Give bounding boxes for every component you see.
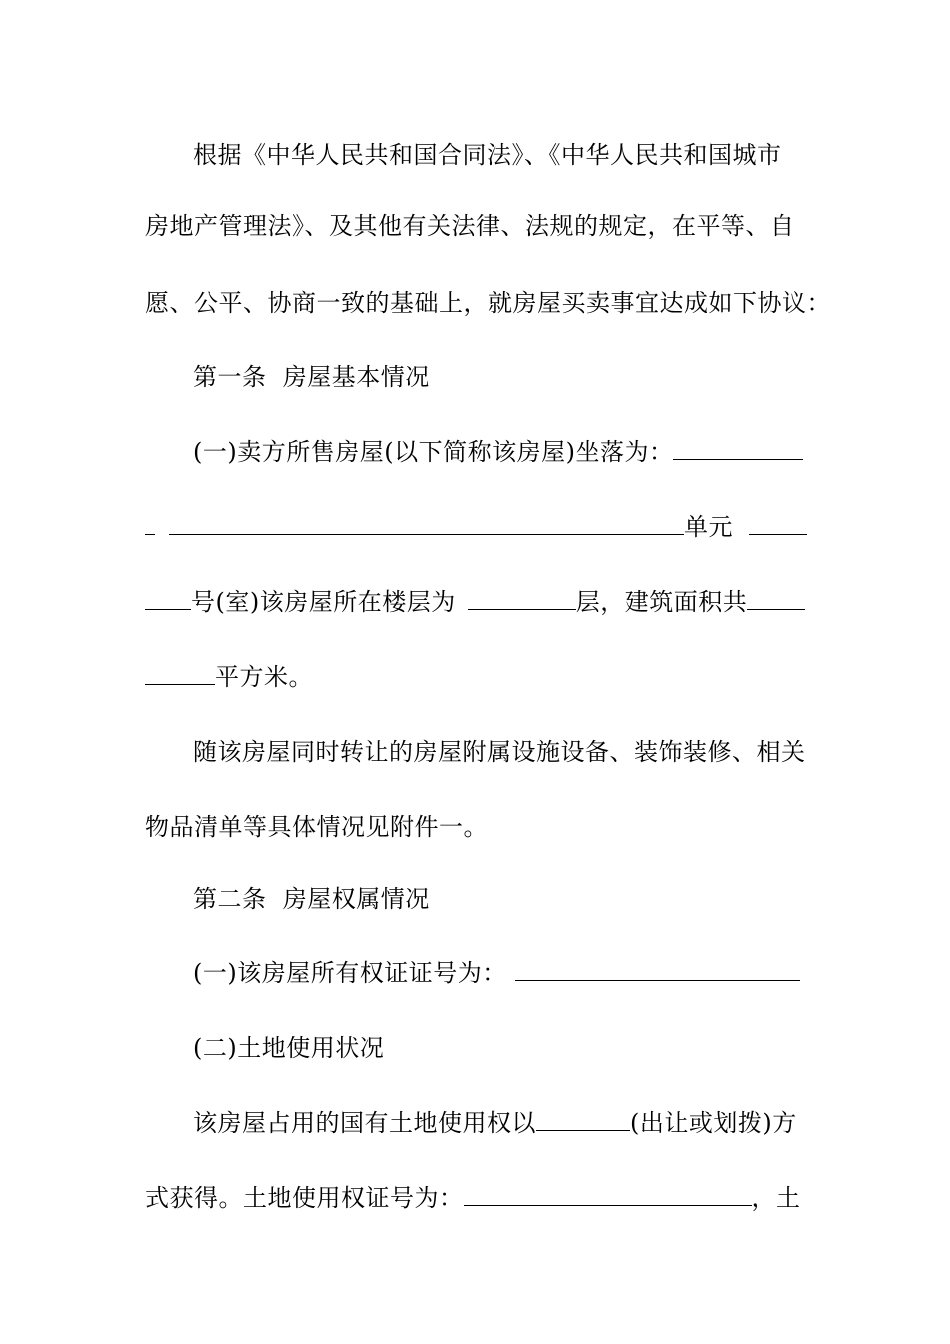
attachment-line-2: 物品清单等具体情况见附件一。 xyxy=(145,813,488,841)
room-blank xyxy=(145,587,191,610)
article-1-item-1-line-3: 号(室)该房屋所在楼层为 层，建筑面积共 xyxy=(145,587,807,617)
unit-blank xyxy=(749,512,807,535)
land-cert-blank xyxy=(464,1183,752,1206)
ownership-cert-blank xyxy=(515,958,800,981)
land-usage-line-2: 式获得。土地使用权证号为： ，土 xyxy=(145,1184,801,1212)
article-1-item-1-line-2: 单元 xyxy=(145,512,807,542)
attachment-line-1: 随该房屋同时转让的房屋附属设施设备、装饰装修、相关 xyxy=(193,738,806,766)
paragraph-1-line-3: 愿、公平、协商一致的基础上，就房屋买卖事宜达成如下协议： xyxy=(145,289,831,317)
article-1-item-1-line-1: (一)卖方所售房屋(以下简称该房屋)坐落为： xyxy=(193,437,807,467)
location-blank-3 xyxy=(169,512,684,535)
land-method-blank xyxy=(536,1108,630,1131)
article-2-item-2: (二)土地使用状况 xyxy=(193,1034,385,1062)
location-blank-1 xyxy=(673,437,803,460)
paragraph-1-line-1: 根据《中华人民共和国合同法》、《中华人民共和国城市 xyxy=(193,141,782,169)
article-2-heading: 第二条 房屋权属情况 xyxy=(193,885,430,913)
land-usage-line-1: 该房屋占用的国有土地使用权以 (出让或划拨)方 xyxy=(193,1109,797,1137)
location-blank-2 xyxy=(145,512,155,535)
article-2-item-1: (一)该房屋所有权证证号为： xyxy=(193,958,807,988)
area-blank-2 xyxy=(145,662,215,685)
floor-blank xyxy=(468,587,576,610)
article-1-heading: 第一条 房屋基本情况 xyxy=(193,363,430,391)
area-blank-1 xyxy=(747,587,805,610)
paragraph-1-line-2: 房地产管理法》、及其他有关法律、法规的规定，在平等、自 xyxy=(145,212,795,240)
article-1-item-1-line-4: 平方米。 xyxy=(145,662,807,692)
